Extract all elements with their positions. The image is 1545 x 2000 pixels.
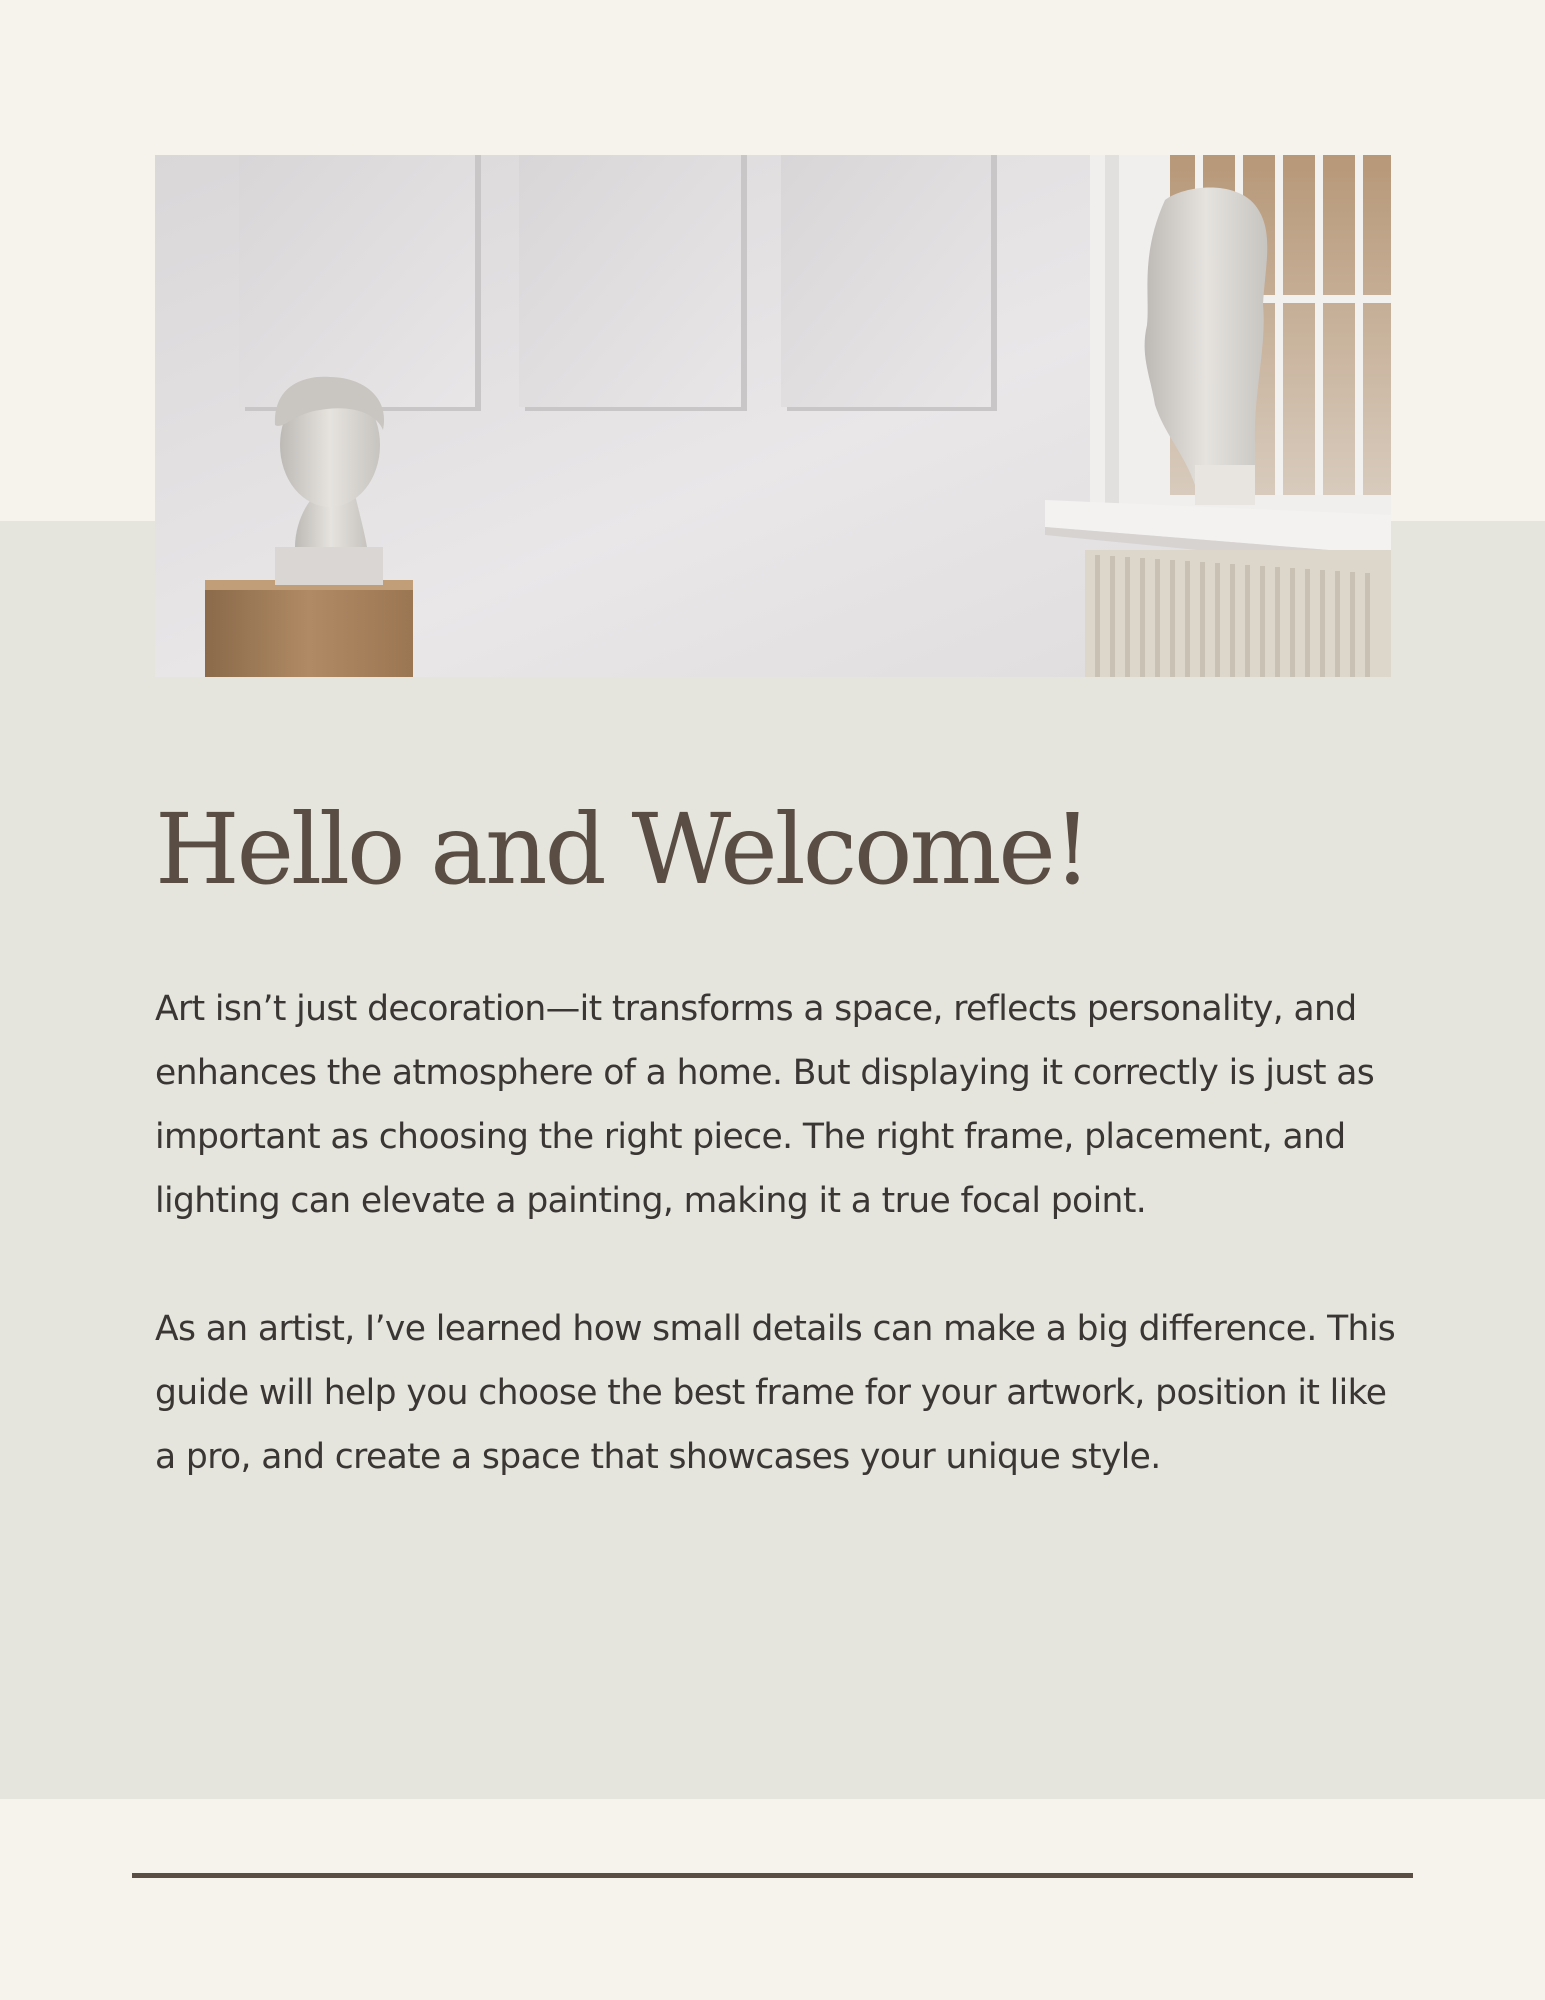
hero-image <box>155 155 1391 677</box>
intro-text <box>155 977 1405 1553</box>
radiator <box>1085 550 1391 677</box>
intro-paragraph: Art isn’t just decoration—it transforms a space, reflects personality, and enhances the atmosphere of a home. But displaying it correctly is just as important as choosing the right piece. The right frame, placement, and lighting can elevate a painting, making it a true focal point. <box>155 989 1375 1221</box>
page-title: Hello and Welcome! <box>155 793 1089 906</box>
wooden-pedestal <box>205 580 413 677</box>
divider-line <box>132 1873 1413 1878</box>
intro-paragraph: As an artist, I’ve learned how small details can make a big difference. This guide will help you choose the best frame for your artwork, position it like a pro, and create a space that showcases your unique style. <box>155 1309 1396 1477</box>
blank-canvases <box>239 155 997 411</box>
classical-bust <box>275 377 384 585</box>
